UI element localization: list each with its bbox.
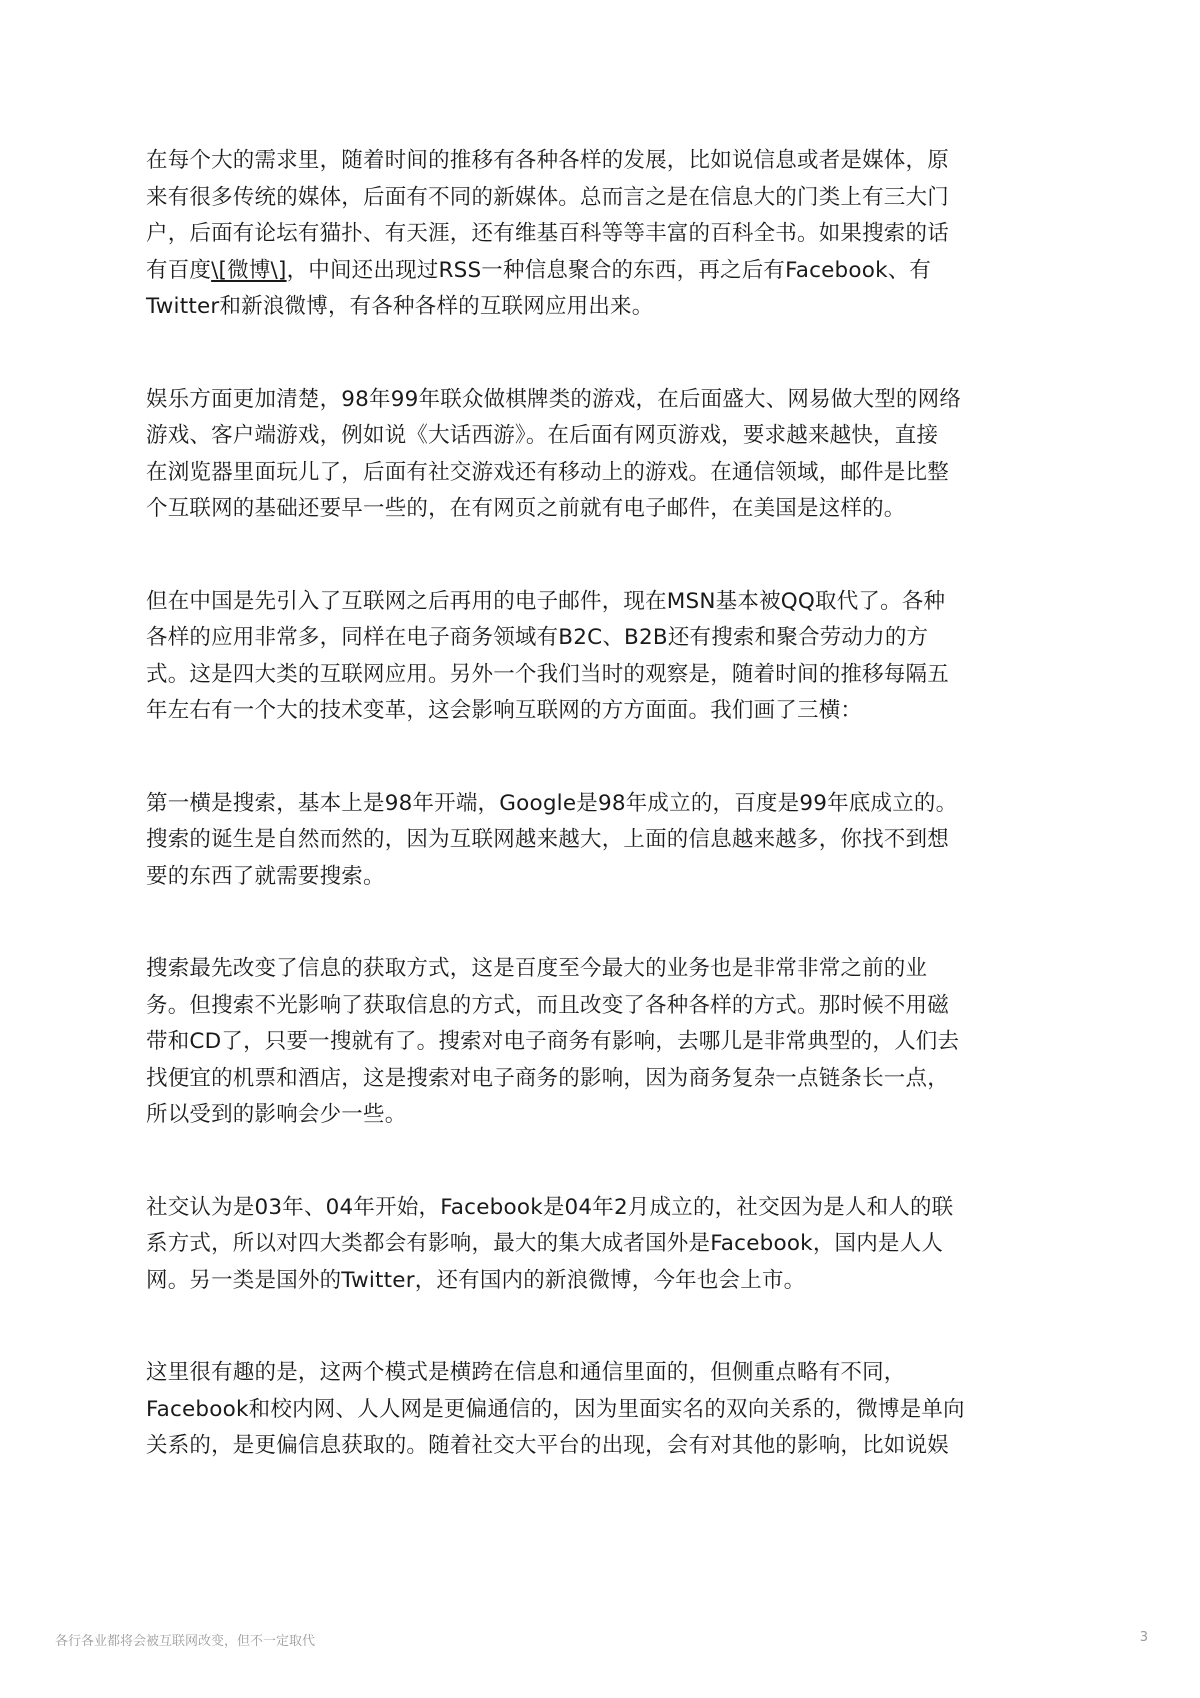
text-line: 第一横是搜索，基本上是98年开端，Google是98年成立的，百度是99年底成立的。	[146, 790, 958, 816]
weibo-link[interactable]: \[微博\]	[211, 257, 287, 283]
text-line: 个互联网的基础还要早一些的，在有网页之前就有电子邮件，在美国是这样的。	[146, 496, 906, 521]
text-line: 找便宜的机票和酒店，这是搜索对电子商务的影响，因为商务复杂一点链条长一点，	[146, 1065, 949, 1091]
text-line: 这里很有趣的是，这两个模式是横跨在信息和通信里面的，但侧重点略有不同，	[146, 1360, 906, 1385]
text-line: Facebook和校内网、人人网是更偏通信的，因为里面实名的双向关系的，微博是单向	[146, 1396, 965, 1422]
paragraph-4	[146, 786, 1066, 896]
text-line: 娱乐方面更加清楚，98年99年联众做棋牌类的游戏，在后面盛大、网易做大型的网络	[146, 386, 962, 412]
text-line: 系方式，所以对四大类都会有影响，最大的集大成者国外是Facebook，国内是人人	[146, 1231, 944, 1256]
text-line: 社交认为是03年、04年开始，Facebook是04年2月成立的，社交因为是人和人的联	[146, 1194, 954, 1220]
document-body	[146, 143, 1066, 1521]
text-line-with-link	[146, 253, 1066, 290]
text-line: 年左右有一个大的技术变革，这会影响互联网的方方面面。我们画了三横：	[146, 698, 863, 723]
text-line: 游戏、客户端游戏，例如说《大话西游》。在后面有网页游戏，要求越来越快，直接	[146, 423, 939, 448]
text-line: 所以受到的影响会少一些。	[146, 1102, 407, 1127]
paragraph-7	[146, 1355, 1066, 1465]
text-line: 在每个大的需求里，随着时间的推移有各种各样的发展，比如说信息或者是媒体，原	[146, 148, 949, 173]
text-line: 户，后面有论坛有猫扑、有天涯，还有维基百科等等丰富的百科全书。如果搜索的话	[146, 221, 949, 246]
page-number: 3	[1139, 1630, 1148, 1645]
text-line: Twitter和新浪微博，有各种各样的互联网应用出来。	[146, 294, 654, 319]
text-line: 带和CD了，只要一搜就有了。搜索对电子商务有影响，去哪儿是非常典型的，人们去	[146, 1029, 960, 1054]
text-segment: ，中间还出现过RSS一种信息聚合的东西，再之后有Facebook、有	[286, 257, 932, 283]
paragraph-5	[146, 951, 1066, 1134]
text-segment: 有百度	[146, 257, 212, 283]
paragraph-6	[146, 1190, 1066, 1300]
paragraph-2	[146, 382, 1066, 528]
text-line: 要的东西了就需要搜索。	[146, 863, 385, 889]
text-line: 搜索的诞生是自然而然的，因为互联网越来越大，上面的信息越来越多，你找不到想	[146, 827, 949, 852]
paragraph-3	[146, 584, 1066, 730]
text-line: 关系的，是更偏信息获取的。随着社交大平台的出现，会有对其他的影响，比如说娱	[146, 1433, 949, 1458]
text-line: 搜索最先改变了信息的获取方式，这是百度至今最大的业务也是非常非常之前的业	[146, 956, 928, 981]
page-footer	[55, 1630, 1148, 1649]
text-line: 务。但搜索不光影响了获取信息的方式，而且改变了各种各样的方式。那时候不用磁	[146, 992, 949, 1018]
text-line: 式。这是四大类的互联网应用。另外一个我们当时的观察是，随着时间的推移每隔五	[146, 661, 949, 687]
text-line: 来有很多传统的媒体，后面有不同的新媒体。总而言之是在信息大的门类上有三大门	[146, 184, 949, 210]
text-line: 在浏览器里面玩儿了，后面有社交游戏还有移动上的游戏。在通信领域，邮件是比整	[146, 459, 949, 485]
text-line: 但在中国是先引入了互联网之后再用的电子邮件，现在MSN基本被QQ取代了。各种	[146, 588, 946, 614]
text-line: 网。另一类是国外的Twitter，还有国内的新浪微博，今年也会上市。	[146, 1267, 806, 1293]
paragraph-1	[146, 143, 1066, 326]
text-line: 各样的应用非常多，同样在电子商务领域有B2C、B2B还有搜索和聚合劳动力的方	[146, 625, 929, 650]
footer-title: 各行各业都将会被互联网改变，但不一定取代	[55, 1634, 316, 1649]
